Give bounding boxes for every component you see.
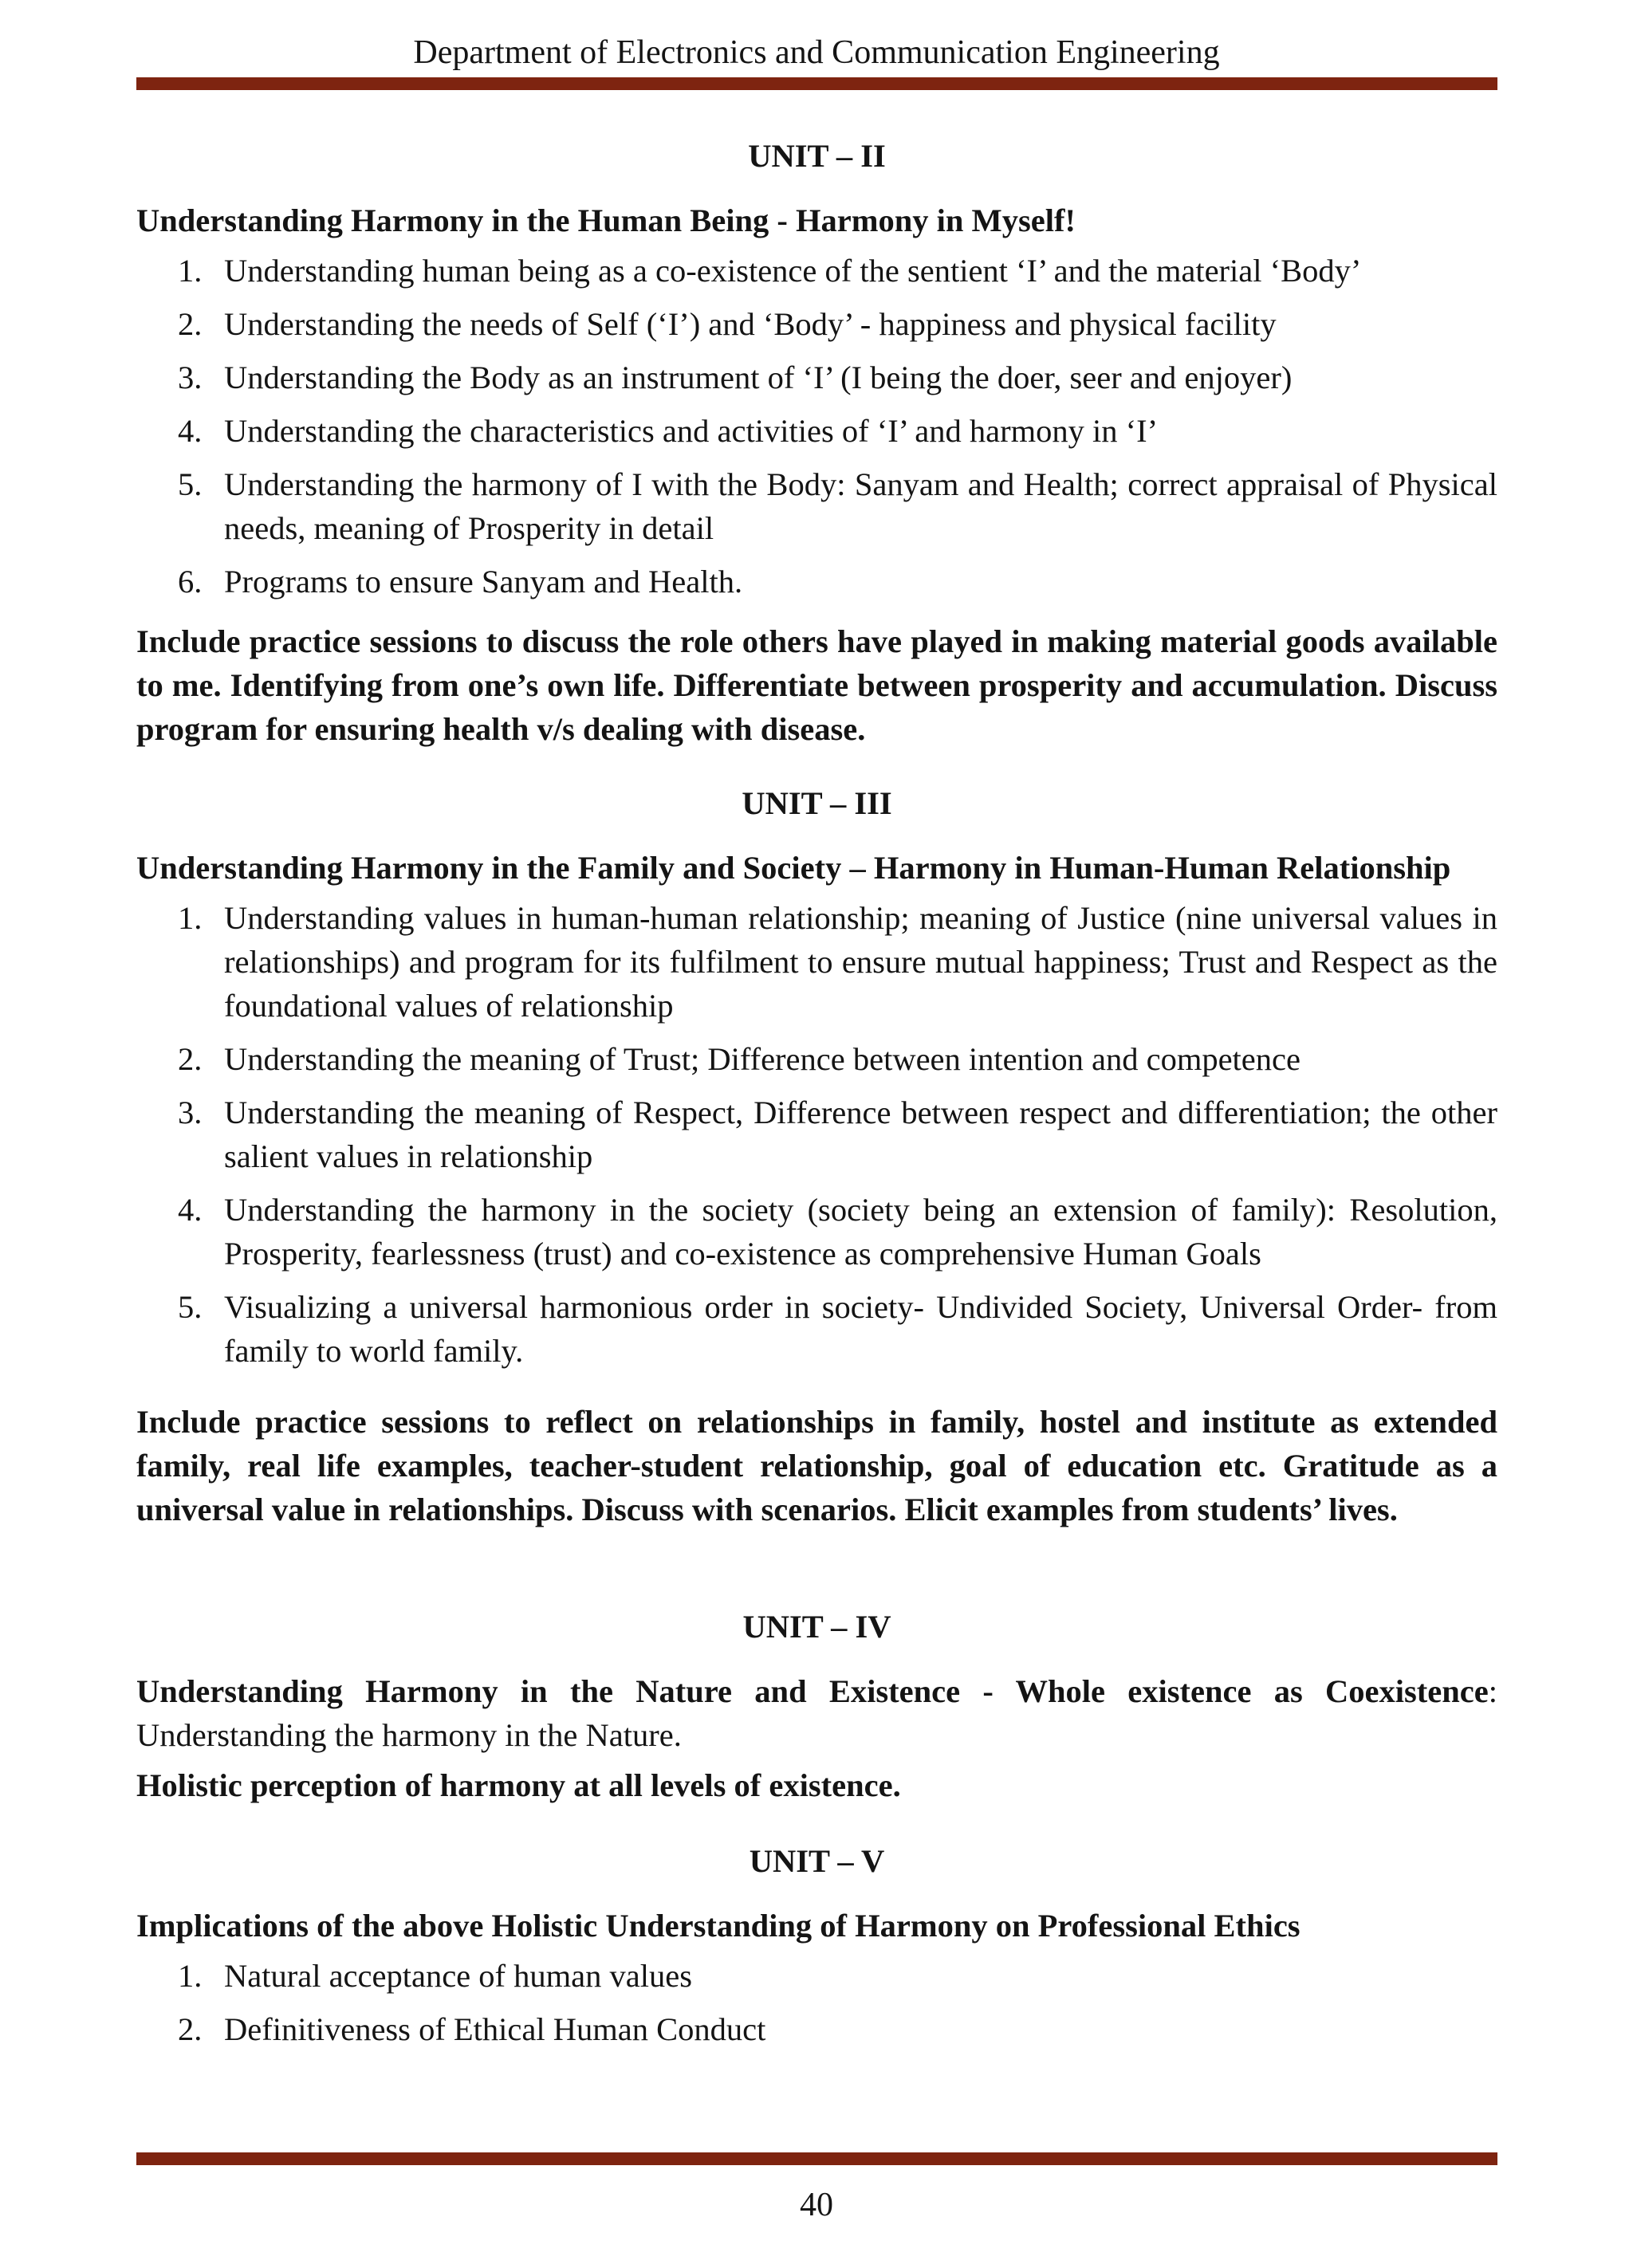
list-item: 4. Understanding the harmony in the society (society being an extension of family): Resolution, Prosperity, fearlessness (trust) and co-existence as comprehensive Human Goals — [178, 1192, 1497, 1272]
unit-topic: Understanding Harmony in the Nature and Existence - Whole existence as Coexistence: Understanding the harmony in the Nature. — [136, 1673, 1497, 1753]
practice-note: Include practice sessions to reflect on relationships in family, hostel and institute as extended family, real life examples, teacher-student relationship, goal of education etc. Gratitude as a universal value in relationships. Discuss with scenarios. Elicit examples from students’ lives. — [136, 1404, 1497, 1527]
unit-2-list — [136, 249, 1497, 603]
unit-4-section — [136, 1605, 1497, 1807]
list-item: 3. Understanding the meaning of Respect, Difference between respect and differentiation; the other salient values in relationship — [178, 1095, 1497, 1174]
unit-topic: Implications of the above Holistic Understanding of Harmony on Professional Ethics — [136, 1908, 1300, 1944]
unit-heading: UNIT – V — [749, 1843, 885, 1879]
page-header-title: Department of Electronics and Communication Engineering — [413, 34, 1220, 71]
unit-2-section — [136, 134, 1497, 751]
unit-topic: Understanding Harmony in the Family and Society – Harmony in Human-Human Relationship — [136, 850, 1451, 886]
unit-topic: Understanding Harmony in the Human Being - Harmony in Myself! — [136, 202, 1076, 238]
list-item: 1. Natural acceptance of human values — [178, 1958, 692, 1994]
unit-3-list — [136, 896, 1497, 1373]
page-number: 40 — [800, 2187, 833, 2223]
practice-note: Holistic perception of harmony at all levels of existence. — [136, 1767, 901, 1803]
practice-note: Include practice sessions to discuss the role others have played in making material goods available to me. Identifying from one’s own life. Differentiate between prosperity and accumulation. Discuss program for ensuring health v/s dealing with disease. — [136, 623, 1497, 747]
list-item: 2. Understanding the meaning of Trust; Difference between intention and competence — [178, 1041, 1300, 1077]
list-item: 2. Understanding the needs of Self (‘I’) and ‘Body’ - happiness and physical facility — [178, 306, 1277, 342]
list-item: 5. Understanding the harmony of I with the Body: Sanyam and Health; correct appraisal of Physical needs, meaning of Prosperity in detail — [178, 466, 1497, 546]
unit-5-section — [136, 1839, 1497, 2051]
list-item: 6. Programs to ensure Sanyam and Health. — [178, 564, 743, 599]
unit-heading: UNIT – II — [748, 138, 886, 174]
list-item: 4. Understanding the characteristics and activities of ‘I’ and harmony in ‘I’ — [178, 413, 1159, 449]
list-item: 3. Understanding the Body as an instrument of ‘I’ (I being the doer, seer and enjoyer) — [178, 360, 1293, 395]
list-item: 2. Definitiveness of Ethical Human Conduct — [178, 2011, 766, 2047]
list-item: 5. Visualizing a universal harmonious order in society- Undivided Society, Universal Order- from family to world family. — [178, 1289, 1497, 1369]
unit-5-list — [136, 1954, 1497, 2051]
unit-heading: UNIT – III — [742, 785, 892, 821]
unit-heading: UNIT – IV — [742, 1609, 891, 1645]
footer-rule — [136, 2152, 1497, 2165]
unit-3-section — [136, 781, 1497, 1531]
list-item: 1. Understanding human being as a co-existence of the sentient ‘I’ and the material ‘Body’ — [178, 253, 1362, 289]
list-item: 1. Understanding values in human-human relationship; meaning of Justice (nine universal values in relationships) and program for its fulfilment to ensure mutual happiness; Trust and Respect as the foundational values of relationship — [178, 900, 1497, 1024]
page-content — [136, 134, 1497, 2061]
header-rule — [136, 77, 1497, 90]
